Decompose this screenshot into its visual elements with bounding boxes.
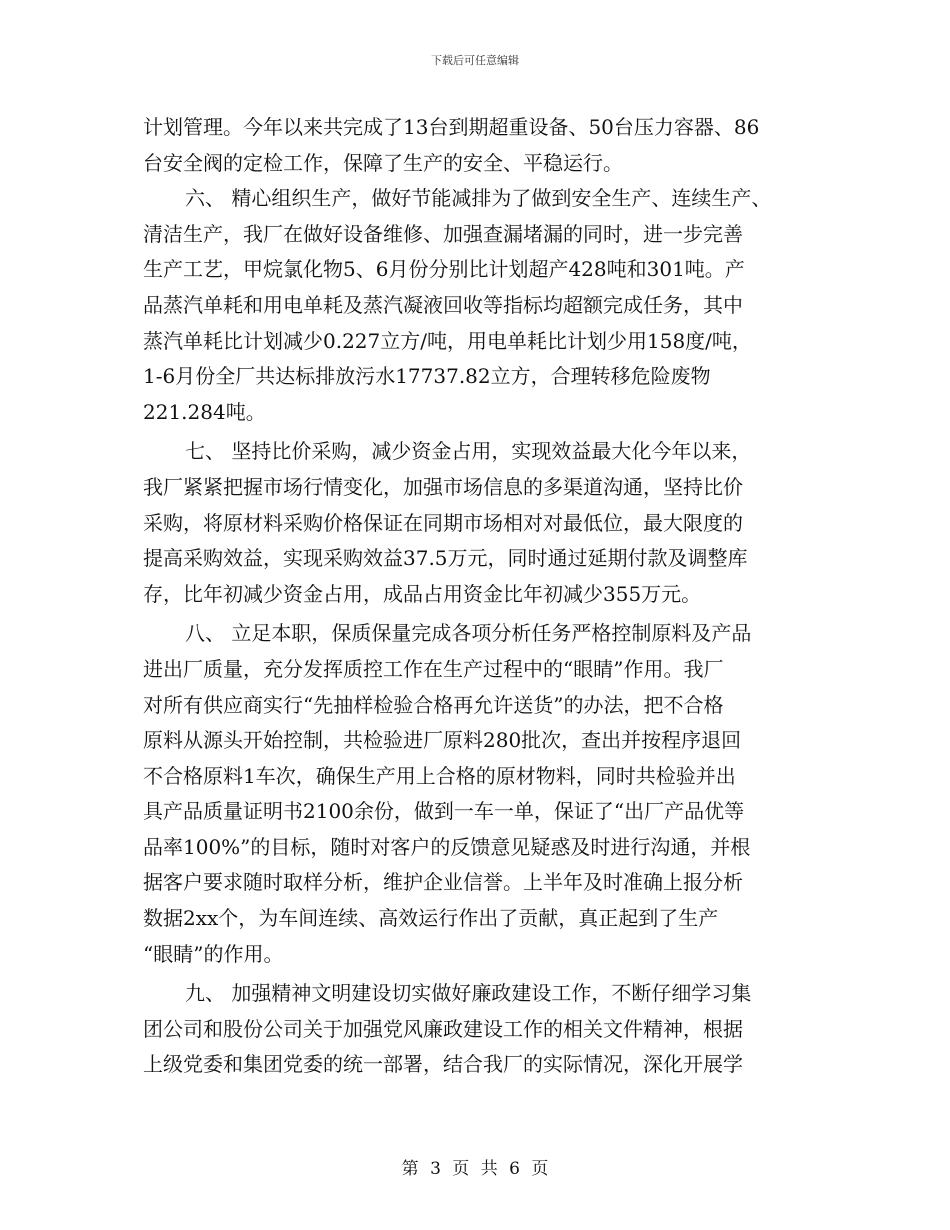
text-line: 据客户要求随时取样分析，维护企业信誉。上半年及时准确上报分析 (143, 870, 743, 895)
text-line: 进出厂质量，充分发挥质控工作在生产过程中的“眼睛”作用。我厂 (143, 656, 724, 681)
text-line: 不合格原料1车次，确保生产用上合格的原材物料，同时共检验并出 (143, 763, 736, 788)
text-line: 采购，将原材料采购价格保证在同期市场相对对最低位，最大限度的 (143, 510, 743, 535)
text-line: 数据2xx个，为车间连续、高效运行作出了贡献，真正起到了生产 (143, 906, 719, 931)
section-heading-line: 八、 立足本职，保质保量完成各项分析任务严格控制原料及产品 (185, 621, 752, 646)
text-line: 我厂紧紧把握市场行情变化，加强市场信息的多渠道沟通，坚持比价 (143, 474, 743, 499)
text-line: 上级党委和集团党委的统一部署，结合我厂的实际情况，深化开展学 (143, 1052, 743, 1077)
text-line: 221.284吨。 (143, 399, 266, 424)
section-heading-line: 九、 加强精神文明建设切实做好廉政建设工作，不断仔细学习集 (185, 981, 752, 1006)
text-line: “眼睛”的作用。 (143, 941, 284, 966)
text-line: 存，比年初减少资金占用，成品占用资金比年初减少355万元。 (143, 581, 702, 606)
text-line: 品蒸汽单耗和用电单耗及蒸汽凝液回收等指标均超额完成任务，其中 (143, 292, 743, 317)
page-number-footer: 第 3 页 共 6 页 (401, 1159, 549, 1179)
text-line: 对所有供应商实行“先抽样检验合格再允许送货”的办法，把不合格 (143, 692, 724, 717)
text-line: 原料从源头开始控制，共检验进厂原料280批次，查出并按程序退回 (143, 728, 742, 753)
text-line: 台安全阀的定检工作，保障了生产的安全、平稳运行。 (143, 150, 623, 175)
section-heading-line: 六、 精心组织生产，做好节能减排为了做到安全生产、连续生产、 (185, 186, 772, 211)
document-body (143, 110, 833, 1083)
text-line: 团公司和股份公司关于加强党风廉政建设工作的相关文件精神，根据 (143, 1016, 743, 1041)
text-line: 清洁生产，我厂在做好设备维修、加强查漏堵漏的同时，进一步完善 (143, 221, 743, 246)
text-line: 品率100%”的目标，随时对客户的反馈意见疑惑及时进行沟通，并根 (143, 834, 751, 859)
text-line: 具产品质量证明书2100余份，做到一车一单，保证了“出厂产品优等 (143, 799, 745, 824)
text-line: 1-6月份全厂共达标排放污水17737.82立方，合理转移危险废物 (143, 364, 711, 389)
text-line: 提高采购效益，实现采购效益37.5万元，同时通过延期付款及调整库 (143, 546, 748, 571)
text-line: 计划管理。今年以来共完成了13台到期超重设备、50台压力容器、86 (143, 115, 760, 139)
section-heading-line: 七、 坚持比价采购，减少资金占用，实现效益最大化今年以来， (185, 439, 752, 464)
text-line: 生产工艺，甲烷氯化物5、6月份分别比计划超产428吨和301吨。产 (143, 257, 745, 282)
text-line: 蒸汽单耗比计划减少0.227立方/吨，用电单耗比计划少用158度/吨， (143, 328, 752, 353)
page-header-note: 下载后可任意编辑 (431, 54, 519, 67)
